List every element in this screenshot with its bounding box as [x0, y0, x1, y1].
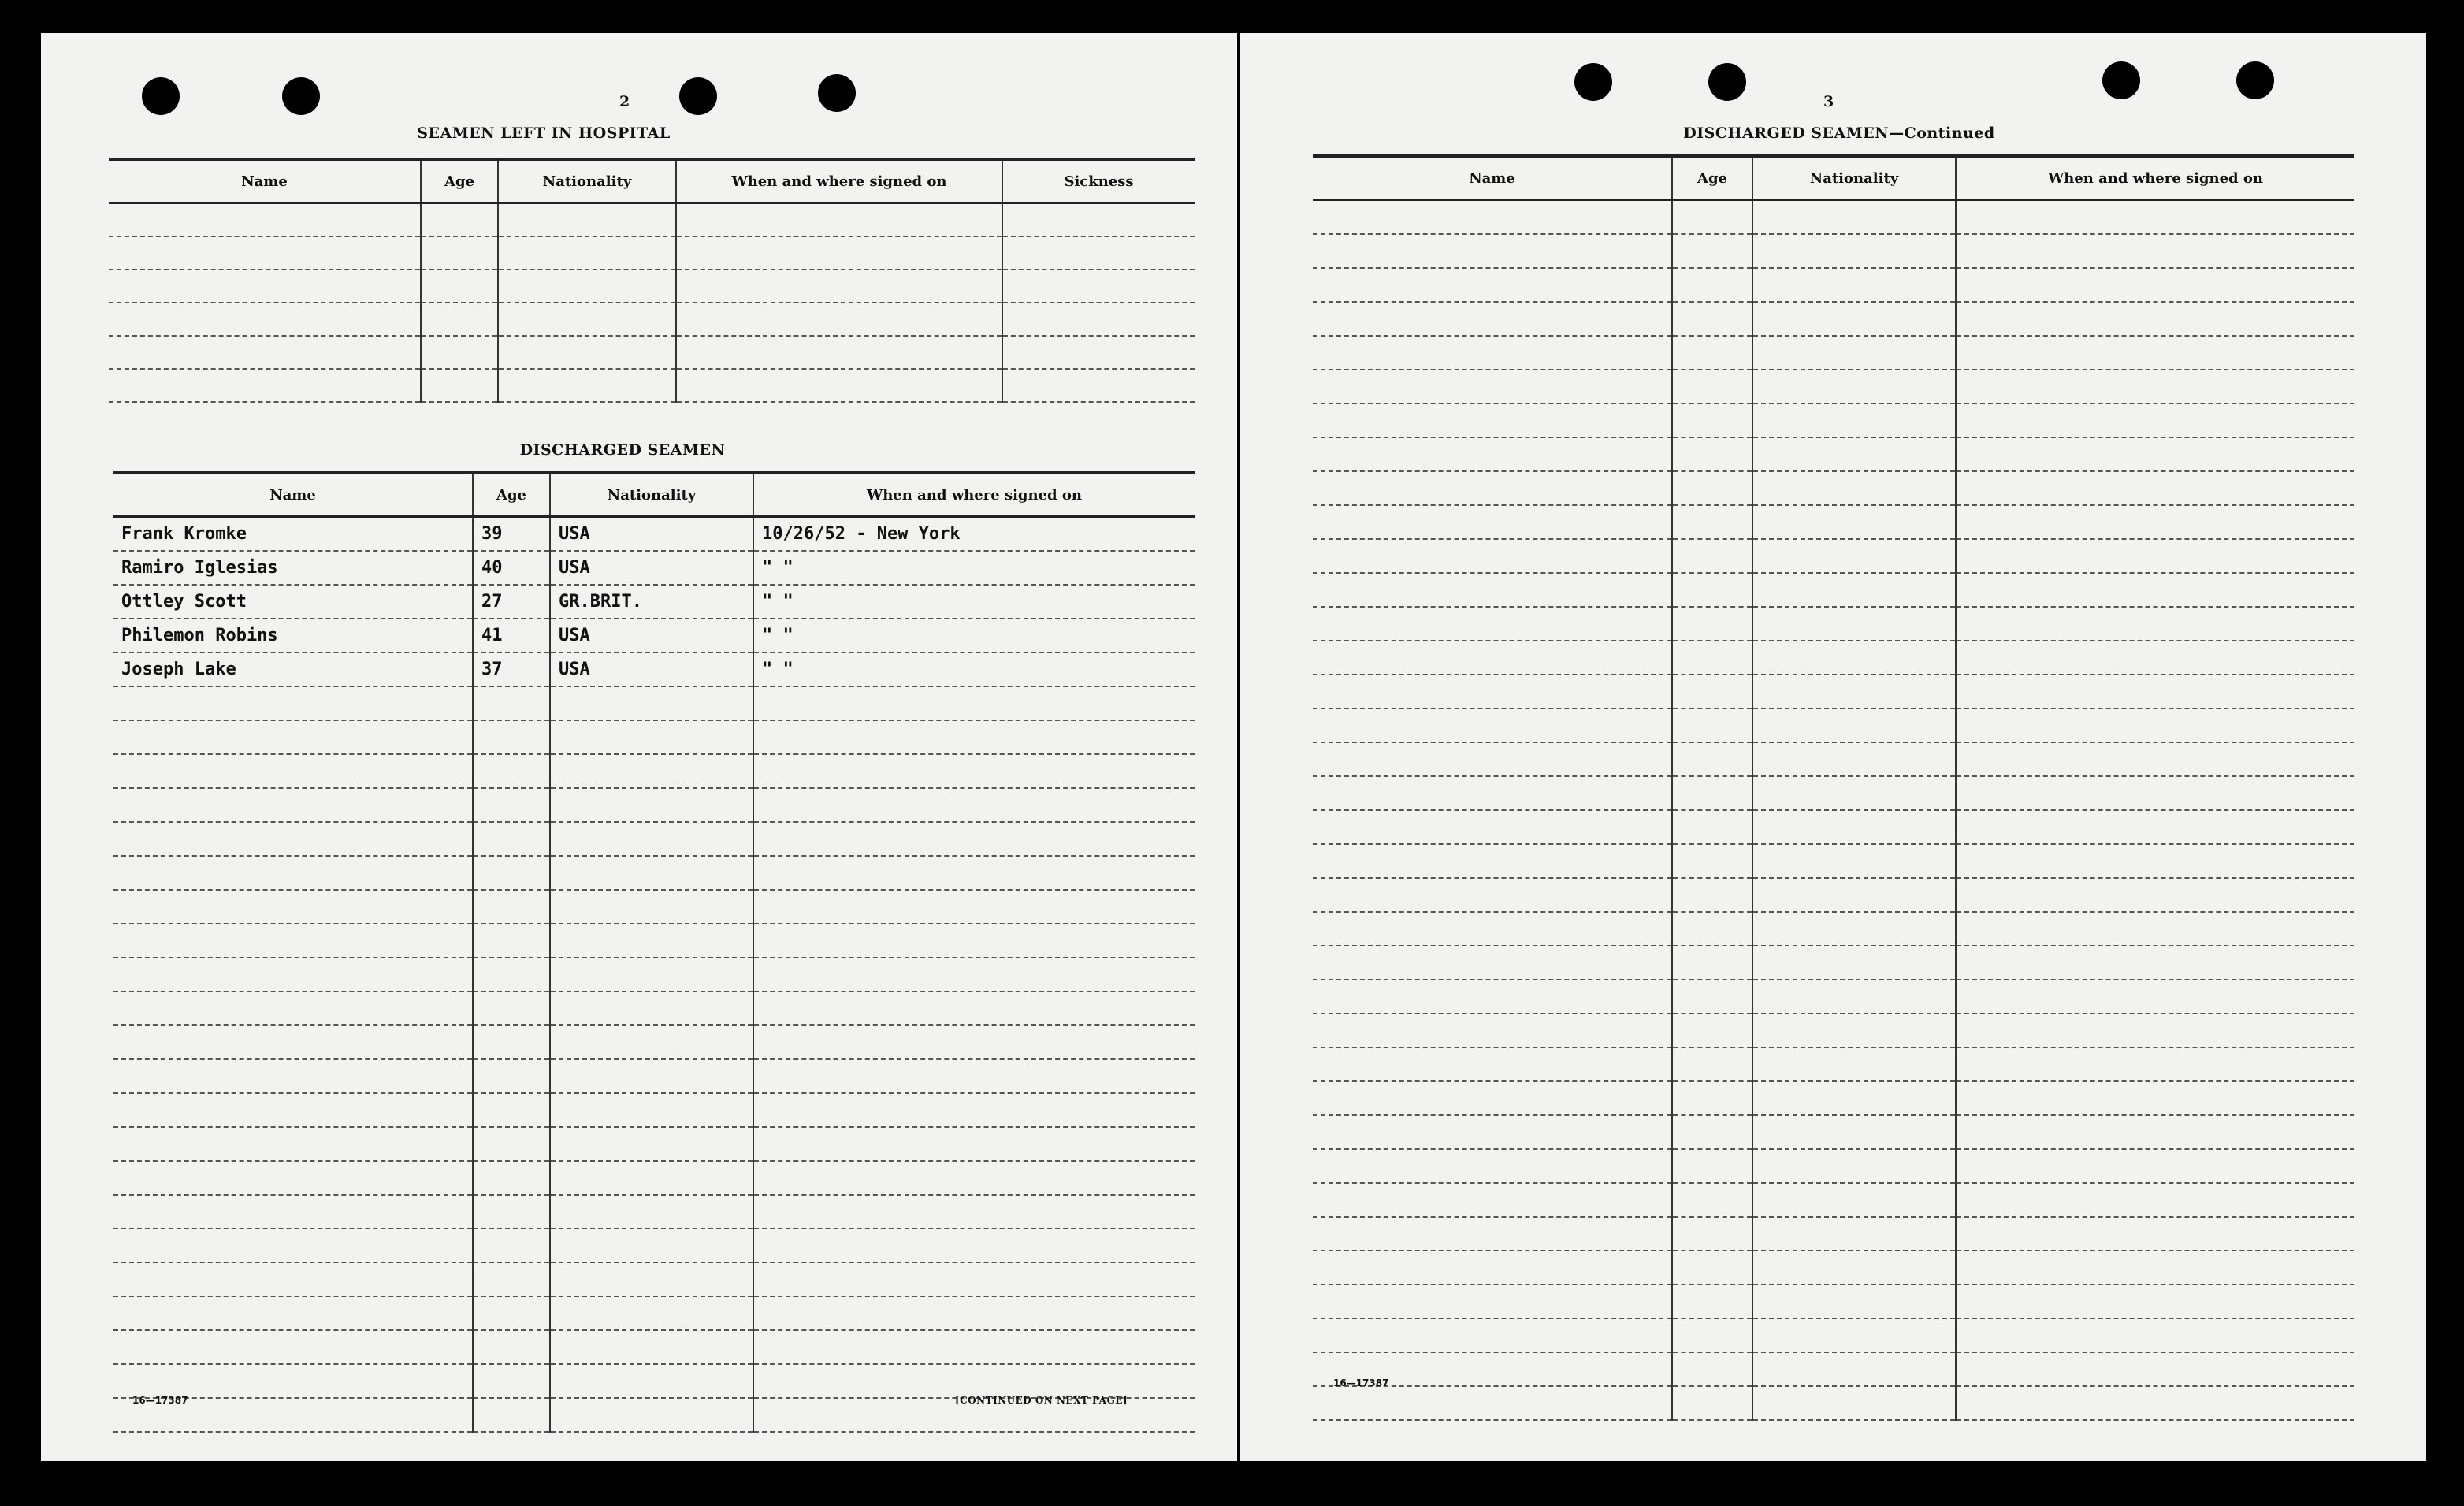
table-row [1313, 471, 2354, 505]
table-row [113, 754, 1195, 788]
punch-hole [1708, 63, 1746, 101]
table-row [1313, 708, 2354, 742]
form-number: 16—17387 [1333, 1378, 1389, 1389]
table-row [1313, 437, 2354, 471]
column-header-age: Age [421, 159, 498, 203]
table-row [113, 822, 1195, 856]
seaman-name: Frank Kromke [113, 517, 473, 552]
punch-hole [282, 77, 320, 115]
table-row [1313, 1217, 2354, 1251]
seaman-signed-on: 10/26/52 - New York [753, 517, 1195, 552]
seaman-signed-on: " " [753, 585, 1195, 619]
column-header-nationality: Nationality [1752, 156, 1956, 200]
table-row [113, 619, 1195, 653]
discharged-continued-table [1313, 154, 2354, 1421]
hospital-table [109, 158, 1195, 403]
table-row [1313, 675, 2354, 708]
punch-hole [1574, 63, 1612, 101]
seaman-nationality: USA [550, 619, 753, 653]
table-row [1313, 1047, 2354, 1081]
column-header-name: Name [1313, 156, 1672, 200]
table-row [1313, 980, 2354, 1013]
table-row [113, 686, 1195, 720]
seaman-nationality: USA [550, 517, 753, 552]
hospital-section-title: SEAMEN LEFT IN HOSPITAL [417, 125, 671, 142]
table-row [113, 551, 1195, 585]
seaman-age: 37 [473, 653, 550, 686]
seaman-age: 40 [473, 551, 550, 585]
table-row [113, 1025, 1195, 1059]
punch-hole [2236, 61, 2274, 99]
table-row [1313, 1149, 2354, 1183]
seaman-name: Ottley Scott [113, 585, 473, 619]
table-row [113, 1296, 1195, 1330]
table-row [109, 369, 1195, 402]
table-row [1313, 336, 2354, 370]
page-number: 2 [619, 93, 630, 110]
table-row [113, 991, 1195, 1025]
seaman-signed-on: " " [753, 619, 1195, 653]
page-number: 3 [1823, 93, 1834, 110]
table-row [109, 236, 1195, 270]
table-row [109, 270, 1195, 303]
table-row [109, 203, 1195, 237]
table-row [1313, 200, 2354, 235]
column-header-age: Age [1672, 156, 1752, 200]
table-row [1313, 844, 2354, 878]
column-header-signed-on: When and where signed on [753, 473, 1195, 517]
seaman-signed-on: " " [753, 551, 1195, 585]
punch-hole [142, 77, 180, 115]
seaman-age: 39 [473, 517, 550, 552]
column-header-nationality: Nationality [550, 473, 753, 517]
seaman-signed-on: " " [753, 653, 1195, 686]
right-page [1240, 33, 2426, 1461]
table-row [113, 856, 1195, 890]
table-row [1313, 268, 2354, 302]
column-header-name: Name [109, 159, 421, 203]
table-row [1313, 1352, 2354, 1386]
table-row [1313, 946, 2354, 980]
seaman-age: 27 [473, 585, 550, 619]
table-row [1313, 1318, 2354, 1352]
punch-hole [2102, 61, 2140, 99]
column-header-signed-on: When and where signed on [676, 159, 1002, 203]
punch-hole [818, 74, 856, 112]
table-row [113, 958, 1195, 991]
seaman-age: 41 [473, 619, 550, 653]
table-row [113, 1161, 1195, 1195]
table-row [113, 1262, 1195, 1296]
table-row [113, 1229, 1195, 1262]
column-header-signed-on: When and where signed on [1956, 156, 2354, 200]
table-row [1313, 403, 2354, 437]
table-row [109, 303, 1195, 336]
table-row [113, 924, 1195, 958]
seaman-nationality: USA [550, 551, 753, 585]
table-row [1313, 1013, 2354, 1047]
discharged-table [113, 471, 1195, 1433]
table-row [1313, 1386, 2354, 1420]
table-row [1313, 573, 2354, 607]
discharged-section-title: DISCHARGED SEAMEN [519, 441, 726, 459]
table-row [1313, 641, 2354, 675]
column-header-nationality: Nationality [498, 159, 676, 203]
table-row [1313, 742, 2354, 776]
table-row [1313, 539, 2354, 573]
column-header-sickness: Sickness [1002, 159, 1195, 203]
seaman-nationality: GR.BRIT. [550, 585, 753, 619]
table-row [1313, 1183, 2354, 1217]
table-row [113, 1195, 1195, 1229]
table-row [113, 1093, 1195, 1127]
left-page [41, 33, 1237, 1461]
seaman-name: Philemon Robins [113, 619, 473, 653]
punch-hole [679, 77, 717, 115]
table-row [1313, 234, 2354, 268]
table-row [113, 720, 1195, 754]
table-row [1313, 505, 2354, 539]
table-row [113, 890, 1195, 924]
table-row [113, 788, 1195, 822]
seaman-name: Joseph Lake [113, 653, 473, 686]
column-header-age: Age [473, 473, 550, 517]
table-row [113, 1059, 1195, 1093]
column-header-name: Name [113, 473, 473, 517]
table-row [113, 653, 1195, 686]
table-row [1313, 1251, 2354, 1285]
table-row [1313, 370, 2354, 403]
table-row [113, 1127, 1195, 1161]
table-row [113, 585, 1195, 619]
table-row [1313, 302, 2354, 336]
table-row [1313, 776, 2354, 810]
table-row [1313, 878, 2354, 912]
table-row [113, 1330, 1195, 1364]
table-row [1313, 810, 2354, 844]
discharged-continued-title: DISCHARGED SEAMEN—Continued [1683, 125, 1995, 142]
seaman-nationality: USA [550, 653, 753, 686]
table-row [1313, 1081, 2354, 1115]
table-row [113, 1364, 1195, 1398]
table-row [1313, 1115, 2354, 1149]
table-row [1313, 1285, 2354, 1318]
table-row [113, 517, 1195, 552]
form-number: 16—17387 [132, 1395, 188, 1406]
table-row [1313, 912, 2354, 946]
table-row [1313, 607, 2354, 641]
continued-note: [CONTINUED ON NEXT PAGE] [955, 1395, 1128, 1406]
table-row [109, 336, 1195, 369]
seaman-name: Ramiro Iglesias [113, 551, 473, 585]
